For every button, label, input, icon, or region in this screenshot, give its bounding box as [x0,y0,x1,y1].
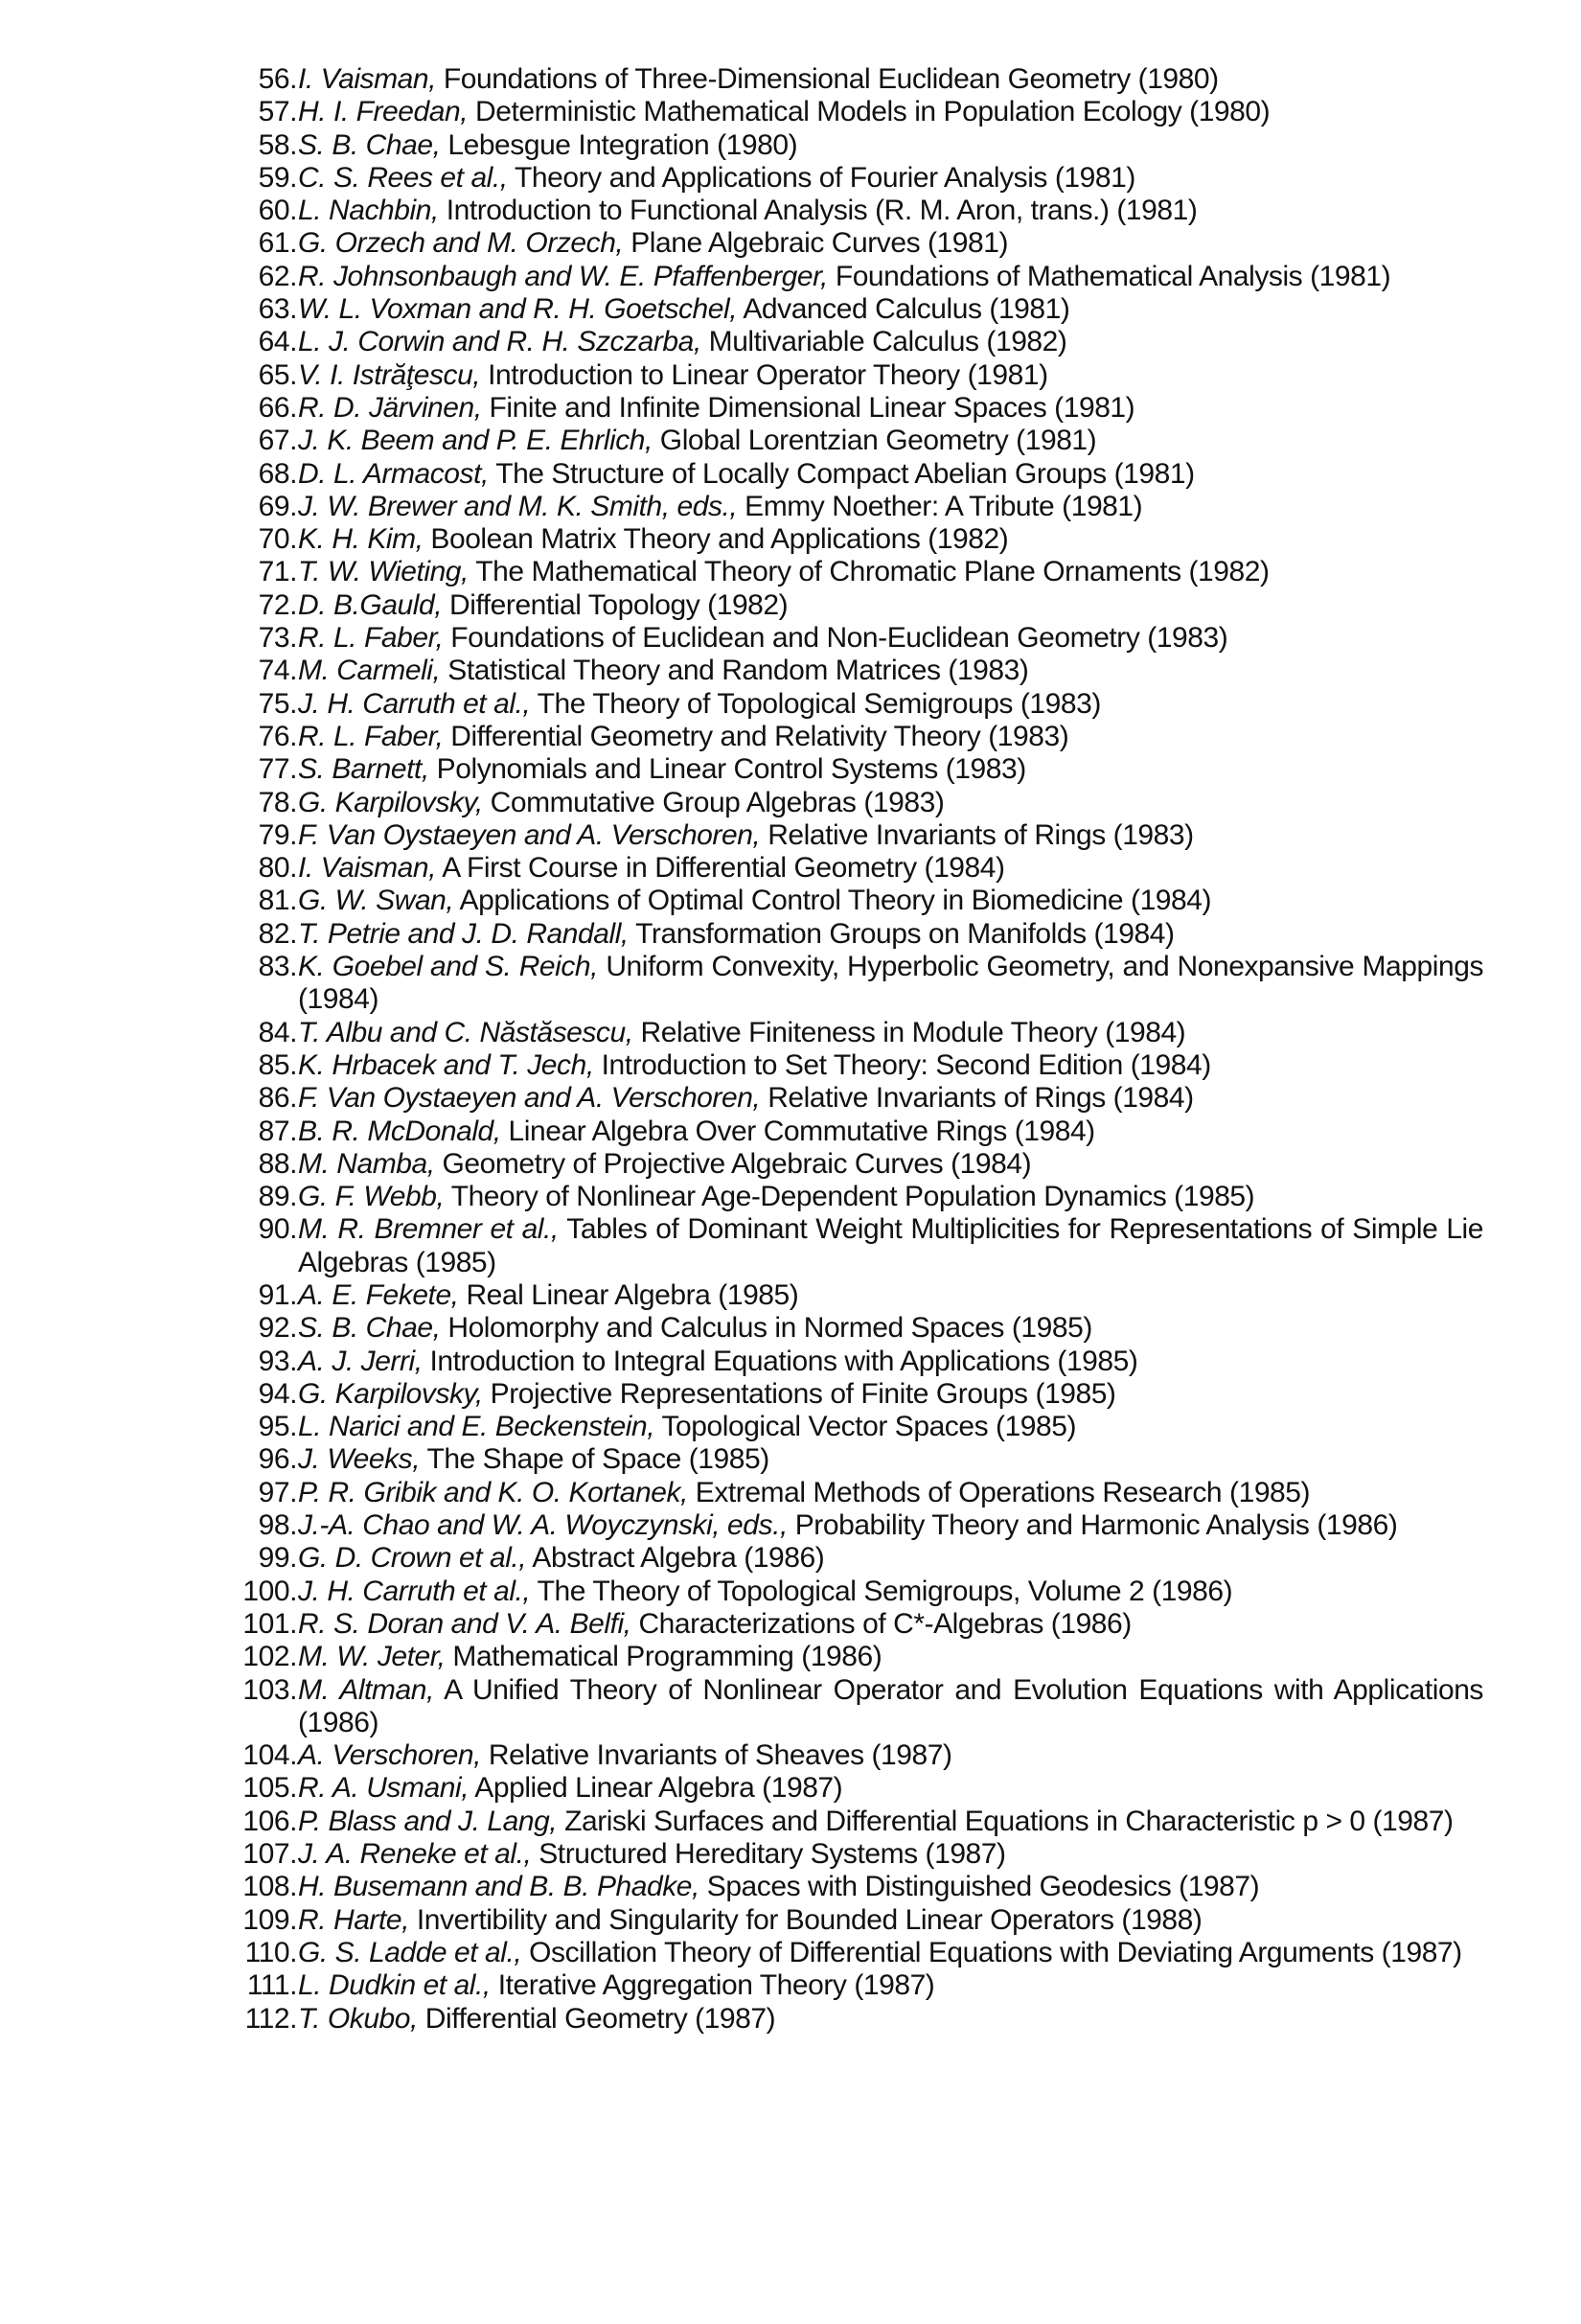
entry-author: M. R. Bremner et al., [298,1213,559,1246]
entry-author: R. Johnsonbaugh and W. E. Pfaffenberger, [298,260,828,292]
list-item [195,688,1483,721]
entry-text [297,589,1483,622]
entry-text [297,1576,1483,1608]
entry-text [297,129,1483,162]
entry-number: 66. [258,391,297,424]
entry-author: T. Okubo, [298,2002,418,2035]
entry-text [297,96,1483,128]
entry-text [297,392,1483,425]
list-item [195,1871,1483,1903]
entry-author: H. Busemann and B. B. Phadke, [298,1871,699,1903]
entry-author: R. Harte, [298,1903,409,1936]
entry-title: The Mathematical Theory of Chromatic Plane Ornaments (1982) [468,556,1270,588]
entry-author: G. Orzech and M. Orzech, [298,227,624,260]
list-item [195,359,1483,392]
entry-text [297,1937,1483,1969]
entry-number: 62. [258,260,297,292]
entry-text [297,1411,1483,1443]
entry-author: J. W. Brewer and M. K. Smith, eds., [298,490,738,522]
entry-title: Relative Invariants of Rings (1984) [760,1082,1194,1115]
entry-title: Deterministic Mathematical Models in Population Ecology (1980) [468,96,1271,128]
entry-number: 96. [258,1443,297,1476]
entry-number: 74. [258,655,297,687]
entry-text [297,261,1483,293]
list-item [195,1509,1483,1542]
entry-text [297,721,1483,753]
entry-author: F. Van Oystaeyen and A. Verschoren, [298,1082,761,1115]
entry-title: Structured Hereditary Systems (1987) [531,1838,1006,1871]
list-item [195,96,1483,128]
entry-author: M. Namba, [298,1147,435,1180]
entry-author: J. Weeks, [298,1443,421,1476]
entry-number: 104. [242,1739,297,1772]
entry-text [297,359,1483,392]
entry-text [297,1806,1483,1838]
entry-number: 63. [258,293,297,326]
entry-title: The Shape of Space (1985) [420,1443,769,1476]
entry-title: Topological Vector Spaces (1985) [654,1411,1077,1443]
entry-author: M. Altman, [298,1673,434,1706]
entry-number: 83. [258,951,297,983]
entry-number: 103. [242,1673,297,1706]
entry-author: R. L. Faber, [298,720,444,752]
list-item [195,1312,1483,1345]
entry-number: 85. [258,1048,297,1081]
entry-author: G. Karpilovsky, [298,1377,483,1410]
entry-author: J. H. Carruth et al., [298,1575,531,1607]
entry-author: C. S. Rees et al., [298,161,508,194]
entry-author: H. I. Freedan, [298,96,469,128]
entry-number: 57. [258,96,297,128]
entry-number: 108. [242,1871,297,1903]
entry-text [297,885,1483,917]
list-item [195,622,1483,655]
entry-number: 79. [258,818,297,851]
list-item [195,1148,1483,1181]
entry-author: J. H. Carruth et al., [298,687,531,720]
entry-author: R. L. Faber, [298,622,444,655]
entry-number: 71. [258,556,297,588]
list-item [195,326,1483,358]
entry-title: Finite and Infinite Dimensional Linear Spaces (1981) [481,391,1135,424]
entry-number: 95. [258,1411,297,1443]
entry-title: Abstract Algebra (1986) [526,1542,825,1575]
entry-title: Probability Theory and Harmonic Analysis (1986) [787,1509,1398,1542]
entry-title: Differential Geometry and Relativity Theory (1983) [443,720,1069,752]
entry-author: T. W. Wieting, [298,556,469,588]
entry-number: 86. [258,1082,297,1115]
entry-title: Commutative Group Algebras (1983) [482,786,945,818]
entry-number: 87. [258,1115,297,1147]
entry-author: R. A. Usmani, [298,1772,470,1805]
entry-author: K. H. Kim, [298,523,424,556]
entry-text [297,655,1483,687]
entry-title: Polynomials and Linear Control Systems (1983) [428,753,1026,786]
entry-author: T. Albu and C. Năstăsescu, [298,1016,633,1048]
entry-author: A. J. Jerri, [298,1345,423,1377]
entry-author: I. Vaisman, [298,852,436,885]
entry-number: 65. [258,358,297,391]
entry-title: Foundations of Three-Dimensional Euclidean Geometry (1980) [436,63,1219,95]
list-item [195,1806,1483,1838]
entry-author: G. D. Crown et al., [298,1542,527,1575]
list-item [195,1443,1483,1476]
entry-number: 102. [242,1641,297,1673]
entry-text [297,293,1483,326]
entry-text [297,1148,1483,1181]
entry-number: 78. [258,786,297,818]
list-item [195,261,1483,293]
entry-number: 97. [258,1476,297,1508]
entry-title: Uniform Convexity, Hyperbolic Geometry, and Nonexpansive Mappings (1984) [298,951,1483,1016]
entry-author: D. L. Armacost, [298,457,489,490]
entry-text [297,787,1483,819]
list-item [195,1181,1483,1213]
entry-text [297,1346,1483,1378]
entry-title: Foundations of Euclidean and Non-Euclidean Geometry (1983) [443,622,1228,655]
entry-number: 91. [258,1278,297,1311]
entry-text [297,523,1483,556]
entry-number: 110. [244,1936,297,1968]
entry-title: Linear Algebra Over Commutative Rings (1984) [500,1115,1095,1147]
entry-text [297,227,1483,260]
entry-number: 92. [258,1312,297,1345]
entry-title: The Structure of Locally Compact Abelian Groups (1981) [488,457,1195,490]
entry-text [297,1641,1483,1673]
entry-title: Spaces with Distinguished Geodesics (1987) [699,1871,1260,1903]
list-item [195,129,1483,162]
entry-text [297,1477,1483,1509]
list-item [195,819,1483,852]
entry-number: 99. [258,1542,297,1575]
list-item [195,1904,1483,1937]
entry-title: Introduction to Linear Operator Theory (1981) [480,358,1048,391]
list-item [195,951,1483,1017]
list-item [195,787,1483,819]
list-item [195,1641,1483,1673]
entry-number: 64. [258,326,297,358]
entry-text [297,1772,1483,1805]
entry-number: 94. [258,1377,297,1410]
entry-text [297,1838,1483,1871]
list-item [195,1576,1483,1608]
entry-text [297,195,1483,227]
list-item [195,1838,1483,1871]
entry-author: R. D. Järvinen, [298,391,482,424]
entry-number: 72. [258,588,297,621]
list-item [195,1542,1483,1575]
list-item [195,1378,1483,1411]
entry-number: 67. [258,425,297,457]
entry-number: 98. [258,1509,297,1542]
entry-author: J. A. Reneke et al., [298,1838,532,1871]
entry-number: 112. [244,2002,297,2035]
entry-author: G. W. Swan, [298,885,454,917]
entry-title: Iterative Aggregation Theory (1987) [490,1969,935,2002]
entry-text [297,1739,1483,1772]
entry-title: Multivariable Calculus (1982) [700,326,1067,358]
entry-author: L. Narici and E. Beckenstein, [298,1411,655,1443]
entry-author: V. I. Istrăţescu, [298,358,481,391]
entry-title: Holomorphy and Calculus in Normed Spaces (1985) [440,1312,1092,1345]
entry-text [297,1674,1483,1740]
entry-author: M. Carmeli, [298,655,441,687]
entry-author: A. E. Fekete, [298,1278,459,1311]
entry-text [297,1542,1483,1575]
entry-title: Relative Finiteness in Module Theory (1984) [632,1016,1186,1048]
entry-title: Invertibility and Singularity for Bounded Linear Operators (1988) [408,1903,1203,1936]
entry-author: S. B. Chae, [298,128,441,161]
list-item [195,162,1483,195]
list-item [195,2003,1483,2036]
entry-text [297,1871,1483,1903]
entry-number: 80. [258,852,297,885]
entry-text [297,753,1483,786]
entry-text [297,951,1483,1017]
entry-text [297,1312,1483,1345]
entry-title: Real Linear Algebra (1985) [458,1278,799,1311]
entry-title: Relative Invariants of Rings (1983) [760,818,1194,851]
entry-title: Introduction to Functional Analysis (R. M. Aron, trans.) (1981) [438,195,1198,227]
entry-text [297,556,1483,588]
entry-title: Global Lorentzian Geometry (1981) [652,425,1097,457]
entry-text [297,852,1483,885]
entry-title: Advanced Calculus (1981) [737,293,1070,326]
list-item [195,458,1483,491]
entry-text [297,1017,1483,1049]
entry-title: The Theory of Topological Semigroups (1983) [530,687,1101,720]
entry-author: R. S. Doran and V. A. Belfi, [298,1607,631,1640]
entry-author: L. Nachbin, [298,195,439,227]
entry-title: Plane Algebraic Curves (1981) [623,227,1009,260]
entry-author: P. R. Gribik and K. O. Kortanek, [298,1476,688,1508]
entry-number: 90. [258,1213,297,1246]
entry-text [297,1082,1483,1115]
list-item [195,63,1483,96]
entry-title: Theory and Applications of Fourier Analysis (1981) [507,161,1135,194]
entry-author: M. W. Jeter, [298,1641,446,1673]
entry-number: 77. [258,753,297,786]
entry-author: P. Blass and J. Lang, [298,1805,558,1837]
entry-number: 60. [258,195,297,227]
entry-number: 81. [258,885,297,917]
entry-number: 106. [242,1805,297,1837]
entry-text [297,1509,1483,1542]
entry-title: Differential Geometry (1987) [417,2002,776,2035]
entry-text [297,1116,1483,1148]
entry-text [297,458,1483,491]
entry-text [297,1969,1483,2002]
list-item [195,556,1483,588]
list-item [195,1116,1483,1148]
list-item [195,1969,1483,2002]
list-item [195,1082,1483,1115]
entry-author: T. Petrie and J. D. Randall, [298,917,629,950]
entry-text [297,1608,1483,1641]
entry-title: Oscillation Theory of Differential Equations with Deviating Arguments (1987) [521,1936,1462,1968]
entry-text [297,491,1483,523]
list-item [195,1411,1483,1443]
entry-number: 100. [242,1575,297,1607]
entry-title: Lebesgue Integration (1980) [440,128,798,161]
entry-text [297,162,1483,195]
list-item [195,753,1483,786]
entry-title: Introduction to Integral Equations with Applications (1985) [422,1345,1138,1377]
entry-number: 76. [258,720,297,752]
entry-number: 89. [258,1181,297,1213]
entry-title: Introduction to Set Theory: Second Edition (1984) [593,1048,1211,1081]
list-item [195,1279,1483,1312]
list-item [195,425,1483,457]
list-item [195,523,1483,556]
entry-text [297,1443,1483,1476]
entry-text [297,425,1483,457]
list-item [195,1674,1483,1740]
entry-number: 84. [258,1016,297,1048]
entry-title: Relative Invariants of Sheaves (1987) [481,1739,952,1772]
entry-text [297,688,1483,721]
list-item [195,195,1483,227]
list-item [195,491,1483,523]
entry-author: D. B.Gauld, [298,588,443,621]
list-item [195,1049,1483,1082]
entry-number: 75. [258,687,297,720]
list-item [195,293,1483,326]
entry-text [297,622,1483,655]
entry-number: 70. [258,523,297,556]
entry-title: Characterizations of C*-Algebras (1986) [630,1607,1132,1640]
entry-title: Statistical Theory and Random Matrices (1983) [440,655,1029,687]
entry-number: 69. [258,490,297,522]
entry-text [297,1279,1483,1312]
entry-title: Emmy Noether: A Tribute (1981) [737,490,1143,522]
list-item [195,655,1483,687]
entry-author: G. S. Ladde et al., [298,1936,522,1968]
entry-author: S. Barnett, [298,753,429,786]
entry-text [297,1181,1483,1213]
entry-number: 109. [242,1903,297,1936]
list-item [195,1346,1483,1378]
entry-title: Theory of Nonlinear Age-Dependent Population Dynamics (1985) [444,1181,1255,1213]
list-item [195,1739,1483,1772]
list-item [195,392,1483,425]
entry-number: 107. [242,1838,297,1871]
entry-title: Zariski Surfaces and Differential Equations in Characteristic p > 0 (1987) [557,1805,1454,1837]
entry-title: A Unified Theory of Nonlinear Operator and Evolution Equations with Applications (1986) [298,1673,1483,1738]
entry-author: A. Verschoren, [298,1739,482,1772]
entry-number: 88. [258,1147,297,1180]
list-item [195,227,1483,260]
entry-author: I. Vaisman, [298,63,436,95]
list-item [195,885,1483,917]
entry-number: 93. [258,1345,297,1377]
list-item [195,589,1483,622]
entry-title: Applied Linear Algebra (1987) [469,1772,843,1805]
entry-title: Foundations of Mathematical Analysis (1981) [827,260,1391,292]
entry-author: K. Goebel and S. Reich, [298,951,599,983]
entry-title: Boolean Matrix Theory and Applications (1982) [423,523,1009,556]
entry-author: L. Dudkin et al., [298,1969,491,2002]
entry-text [297,1049,1483,1082]
entry-title: Mathematical Programming (1986) [445,1641,882,1673]
entry-author: J. K. Beem and P. E. Ehrlich, [298,425,653,457]
entry-author: S. B. Chae, [298,1312,441,1345]
list-item [195,852,1483,885]
entry-title: Projective Representations of Finite Groups (1985) [482,1377,1116,1410]
entry-number: 101. [242,1607,297,1640]
entry-title: Applications of Optimal Control Theory in Biomedicine (1984) [453,885,1212,917]
entry-author: B. R. McDonald, [298,1115,501,1147]
entry-title: Geometry of Projective Algebraic Curves (1984) [434,1147,1032,1180]
entry-title: Tables of Dominant Weight Multiplicities for Representations of Simple Lie Algebras (1985) [298,1213,1483,1278]
entry-number: 56. [258,63,297,95]
entry-title: The Theory of Topological Semigroups, Volume 2 (1986) [530,1575,1233,1607]
entry-author: J.-A. Chao and W. A. Woyczynski, eds., [298,1509,788,1542]
entry-text [297,1213,1483,1279]
entry-number: 58. [258,128,297,161]
entry-number: 59. [258,161,297,194]
entry-number: 61. [258,227,297,260]
list-item [195,1477,1483,1509]
list-item [195,1213,1483,1279]
entry-number: 68. [258,457,297,490]
entry-text [297,819,1483,852]
entry-text [297,918,1483,951]
entry-number: 82. [258,917,297,950]
entry-text [297,2003,1483,2036]
entry-author: W. L. Voxman and R. H. Goetschel, [298,293,738,326]
entry-number: 111. [246,1969,297,2002]
entry-text [297,63,1483,96]
entry-author: G. Karpilovsky, [298,786,483,818]
entry-number: 73. [258,622,297,655]
entry-text [297,1378,1483,1411]
entry-title: Transformation Groups on Manifolds (1984) [628,917,1175,950]
entry-title: Extremal Methods of Operations Research (1985) [687,1476,1311,1508]
list-item [195,1017,1483,1049]
entry-text [297,326,1483,358]
list-item [195,721,1483,753]
list-item [195,1937,1483,1969]
entry-author: L. J. Corwin and R. H. Szczarba, [298,326,701,358]
entry-title: Differential Topology (1982) [442,588,789,621]
list-item [195,1772,1483,1805]
entry-number: 105. [242,1772,297,1805]
series-list [195,63,1483,2036]
list-item [195,918,1483,951]
entry-author: K. Hrbacek and T. Jech, [298,1048,594,1081]
entry-author: F. Van Oystaeyen and A. Verschoren, [298,818,761,851]
list-item [195,1608,1483,1641]
entry-text [297,1904,1483,1937]
entry-author: G. F. Webb, [298,1181,445,1213]
entry-title: A First Course in Differential Geometry (1984) [436,852,1005,885]
